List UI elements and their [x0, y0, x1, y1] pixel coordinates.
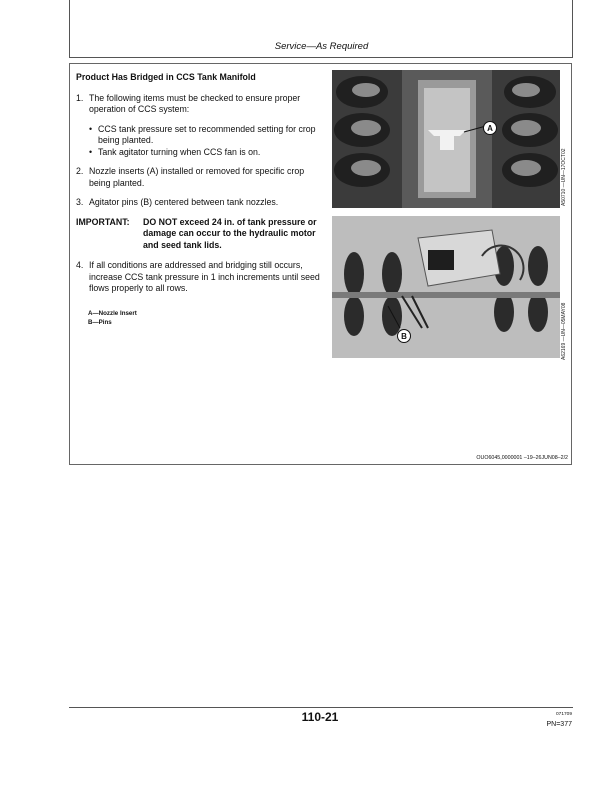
agitator-pins-illustration	[332, 216, 560, 358]
document-reference: OUO6045,0000001 –19–26JUN08–2/2	[476, 455, 568, 461]
step-1	[76, 93, 326, 116]
callout-a: A	[487, 124, 493, 133]
important-label: IMPORTANT:	[76, 216, 130, 227]
step-2	[76, 166, 326, 189]
page-number: 110-21	[301, 710, 339, 724]
part-number: PN=377	[546, 721, 572, 728]
step-text: Nozzle inserts (A) installed or removed for specific crop being planted.	[89, 166, 305, 188]
step-4	[76, 260, 326, 295]
section-heading: Product Has Bridged in CCS Tank Manifold	[76, 72, 256, 82]
step-text: If all conditions are addressed and bridging still occurs, increase CCS tank pressure in 1 inch increments until seed flows properly to all rows.	[89, 260, 320, 293]
callout-b: B	[401, 332, 407, 341]
step-number: 3.	[76, 197, 84, 207]
nozzle-insert-illustration	[332, 70, 560, 208]
figure-legend	[88, 309, 326, 327]
header-title: Service—As Required	[274, 41, 369, 52]
check-list	[89, 124, 326, 159]
instructions	[76, 72, 326, 327]
list-item: • Tank agitator turning when CCS fan is on.	[89, 146, 261, 157]
step-3	[76, 197, 326, 209]
header-rule	[69, 57, 573, 58]
step-number: 2.	[76, 166, 84, 176]
bullet-icon: •	[89, 123, 93, 134]
figure-code-bottom: A62169 —UN—05MAY08	[561, 302, 567, 360]
important-notice	[76, 217, 326, 252]
footer-code: 071709	[555, 712, 572, 717]
important-text: DO NOT exceed 24 in. of tank pressure or damage can occur to the hydraulic motor and seed tank lids.	[143, 216, 317, 250]
footer-rule	[69, 707, 573, 708]
agitator-pins-photo	[332, 216, 560, 358]
page-header	[70, 41, 573, 52]
nozzle-insert-photo	[332, 70, 560, 208]
step-text: The following items must be checked to ensure proper operation of CCS system:	[89, 92, 301, 114]
legend-item: A—Nozzle Insert	[88, 309, 137, 317]
bullet-icon: •	[89, 146, 93, 157]
list-item: • CCS tank pressure set to recommended setting for crop being planted.	[89, 123, 316, 145]
step-number: 4.	[76, 260, 84, 270]
figure-code-top: A50710 —UN—17OCT02	[561, 148, 567, 206]
step-text: Agitator pins (B) centered between tank nozzles.	[89, 197, 279, 207]
step-number: 1.	[76, 92, 84, 103]
legend-item: B—Pins	[88, 318, 112, 326]
